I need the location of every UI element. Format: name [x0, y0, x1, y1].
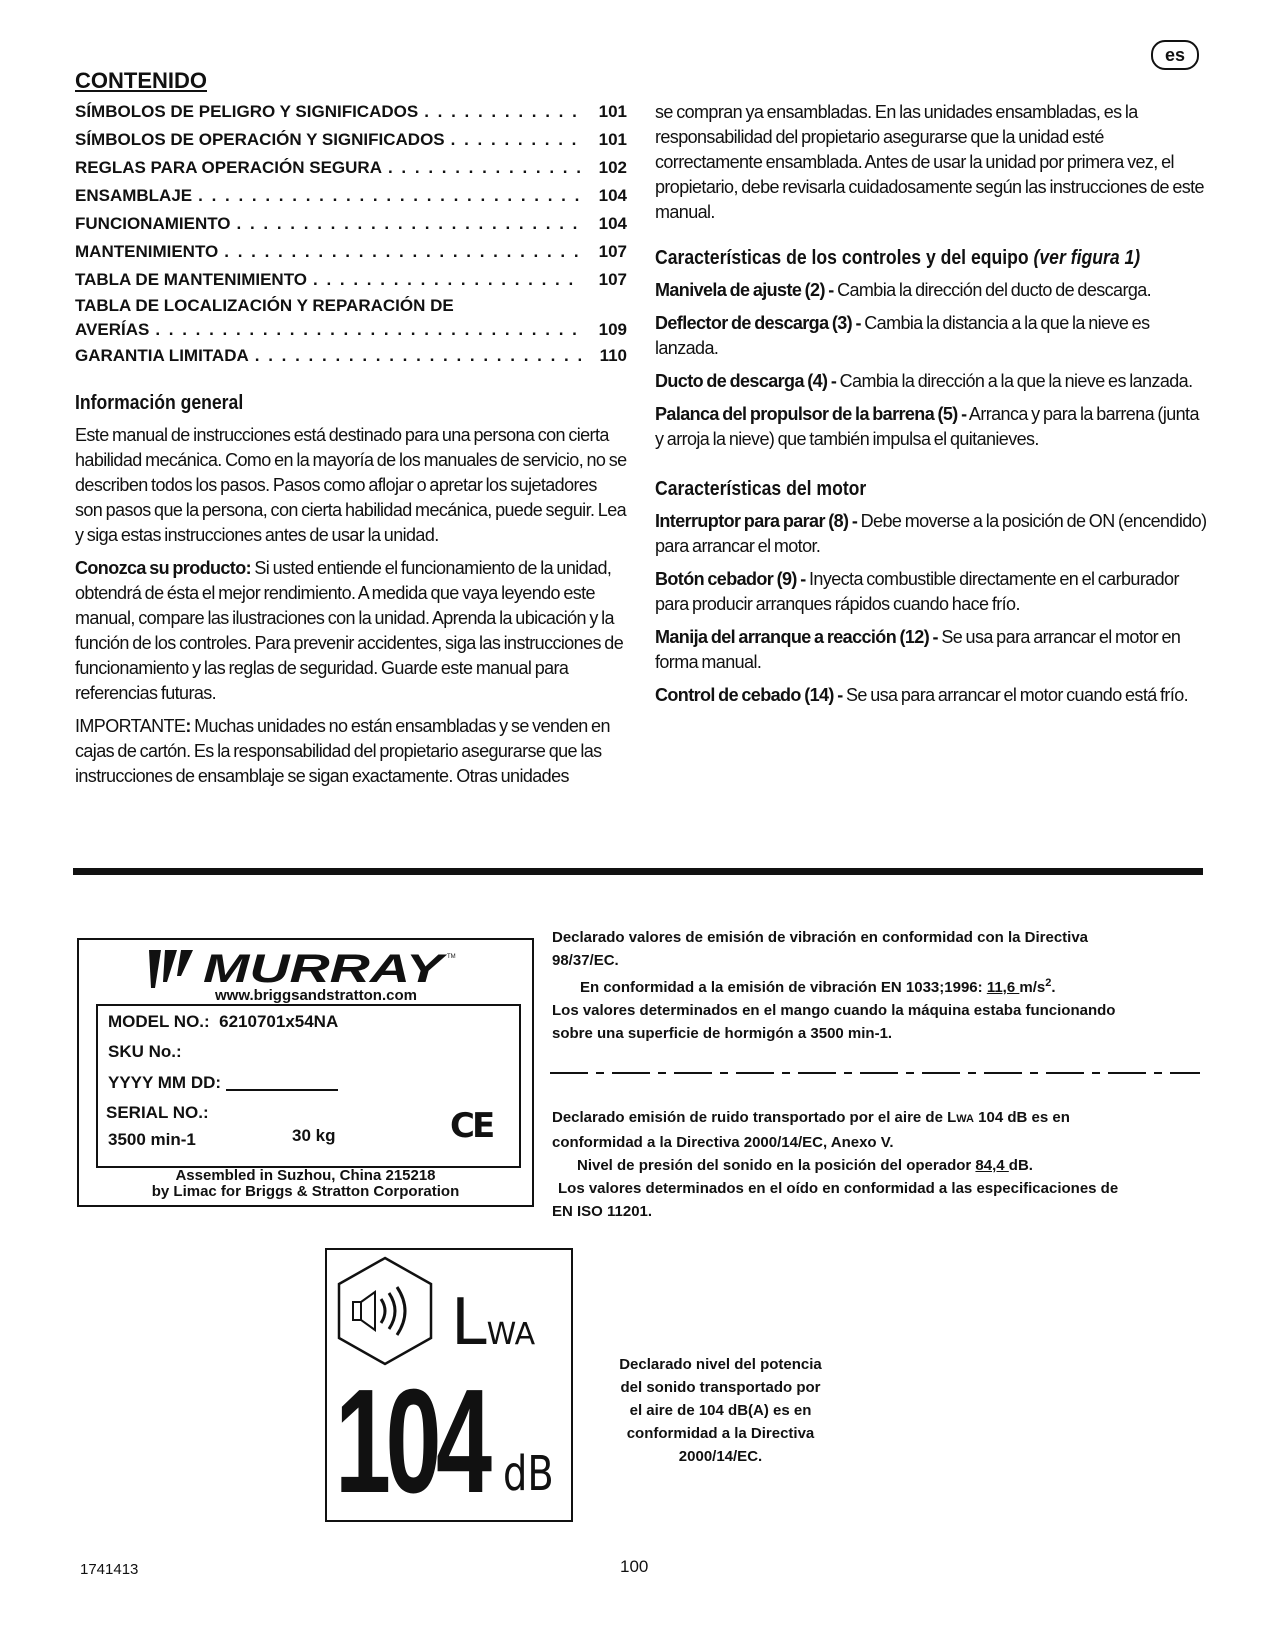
engine-item: [655, 625, 1210, 675]
page-number: 100: [620, 1557, 649, 1576]
engine-desc: Se usa para arrancar el motor cuando está frío.: [846, 685, 1189, 705]
document-code: 1741413: [80, 1561, 139, 1578]
toc-entry-label: TABLA DE MANTENIMIENTO: [75, 270, 308, 289]
toc-entry-page: 107: [598, 242, 627, 261]
toc-entry[interactable]: [75, 98, 627, 126]
date-row: [108, 1073, 338, 1093]
know-product-text: Si usted entiende el funcionamiento de la unidad, obtendrá de ésta el mejor rendimiento. A medida que vaya leyendo este manual, compare las ilustraciones con la unidad. Aprenda la ubicación y la función de los controles. Para prevenir accidentes, siga las instrucciones de funcionamiento y las reglas de seguridad. Guarde este manual para referencias futuras.: [75, 558, 624, 703]
trademark: TM: [447, 954, 456, 960]
rpm-value: 3500 min-1: [108, 1130, 196, 1149]
engine-desc: Se usa para arrancar el motor en forma manual.: [655, 627, 1181, 672]
sound-power-note-line: del sonido transportado por: [620, 1379, 821, 1396]
lwa-unit: dB: [503, 1446, 554, 1502]
assembly-line-1: Assembled in Suzhou, China 215218: [175, 1167, 436, 1184]
toc-entry[interactable]: [75, 210, 627, 238]
control-term: Deflector de descarga (3) -: [655, 313, 861, 333]
control-desc: Cambia la dirección del ducto de descarga.: [837, 280, 1152, 300]
sound-power-note-line: 2000/14/EC.: [678, 1448, 763, 1465]
toc-entry[interactable]: [75, 238, 627, 266]
noise-value-line: [552, 1154, 1202, 1177]
engine-item: [655, 509, 1210, 559]
weight-value: 30 kg: [292, 1126, 336, 1145]
toc-entry-label: REGLAS PARA OPERACIÓN SEGURA: [75, 158, 382, 177]
sound-power-note-line: Declarado nivel del potencia: [619, 1356, 822, 1373]
control-item: [655, 369, 1210, 394]
toc-entry-label: GARANTIA LIMITADA: [75, 346, 249, 365]
noise-line: [552, 1106, 1202, 1131]
engine-item: [655, 567, 1210, 617]
serial-label: SERIAL NO.:: [106, 1103, 209, 1122]
sound-power-note-line: el aire de 104 dB(A) es en: [629, 1402, 812, 1419]
brand-url: www.briggsandstratton.com: [215, 987, 417, 1004]
toc-entry[interactable]: [75, 154, 627, 182]
right-column: [655, 100, 1210, 716]
toc-entry-label: AVERÍAS: [75, 320, 150, 339]
date-label: YYYY MM DD:: [108, 1073, 222, 1092]
toc-title: CONTENIDO: [75, 68, 207, 93]
engine-term: Control de cebado (14) -: [655, 685, 843, 705]
model-value: 6210701x54NA: [219, 1012, 339, 1031]
noise-value: 84,4: [975, 1157, 1009, 1174]
control-item: [655, 311, 1210, 361]
model-row: [108, 1012, 338, 1032]
noise-text: 104 dB es en: [974, 1109, 1070, 1126]
toc-entry[interactable]: [75, 126, 627, 154]
ce-mark-icon: CE: [450, 1106, 493, 1146]
murray-logo-icon: [145, 948, 465, 990]
noise-line: conformidad a la Directiva 2000/14/EC, Anexo V.: [552, 1134, 894, 1151]
vibration-value: 11,6: [986, 979, 1020, 996]
sound-power-note-line: conformidad a la Directiva: [626, 1425, 815, 1442]
toc-entry-page: 101: [598, 102, 627, 121]
noise-text: Declarado emisión de ruido transportado por el aire de L: [552, 1109, 957, 1126]
vibration-line: sobre una superficie de hormigón a 3500 min-1.: [552, 1025, 893, 1042]
sku-label: SKU No.:: [108, 1042, 182, 1061]
toc-entry-page: 109: [598, 320, 627, 339]
controls-heading-text: Características de los controles y del equipo: [655, 247, 1029, 269]
toc-entry[interactable]: [75, 182, 627, 210]
toc-entry-label: SÍMBOLOS DE PELIGRO Y SIGNIFICADOS: [75, 102, 419, 121]
lwa-letter-l: L: [451, 1286, 487, 1360]
sound-power-label: [325, 1248, 573, 1522]
control-term: Manivela de ajuste (2) -: [655, 280, 834, 300]
engine-term: Botón cebador (9) -: [655, 569, 806, 589]
toc-entry-page: 104: [598, 186, 627, 205]
engine-heading: Características del motor: [655, 478, 867, 500]
know-product-lead: Conozca su producto:: [75, 558, 251, 578]
engine-term: Interruptor para parar (8) -: [655, 511, 858, 531]
general-info-paragraph: Este manual de instrucciones está destinado para una persona con cierta habilidad mecánica. Como en la mayoría de los manuales de servicio, no se describen todos los pasos. Pasos como aflojar o apretar los sujetadores son pasos que la persona, con cierta habilidad mecánica, puede seguir. Lea y siga estas instrucciones antes de usar la unidad.: [75, 425, 627, 545]
toc-entry-label: SÍMBOLOS DE OPERACIÓN Y SIGNIFICADOS: [75, 130, 445, 149]
brand-name: MURRAY: [203, 948, 448, 990]
noise-line: Los valores determinados en el oído en conformidad a las especificaciones de: [558, 1180, 1119, 1197]
toc-entry-label: FUNCIONAMIENTO: [75, 214, 231, 233]
language-badge: es: [1151, 40, 1199, 70]
vibration-value-label: En conformidad a la emisión de vibración EN 1033;1996:: [580, 979, 987, 996]
plate-inner-box: [96, 1004, 521, 1168]
engine-desc: Inyecta combustible directamente en el carburador para producir arranques rápidos cuando hace frío.: [655, 569, 1179, 614]
date-blank: [226, 1089, 338, 1091]
noise-unit: dB.: [1008, 1157, 1033, 1174]
vibration-line: Los valores determinados en el mango cuando la máquina estaba funcionando: [552, 1002, 1116, 1019]
toc-entry[interactable]: [75, 266, 627, 294]
dashed-divider: [550, 1071, 1200, 1075]
vibration-period: .: [1051, 979, 1056, 996]
lwa-symbol: [451, 1286, 535, 1360]
control-term: Ducto de descarga (4) -: [655, 371, 837, 391]
assembly-line-2: by Limac for Briggs & Stratton Corporation: [151, 1183, 460, 1200]
noise-value-label: Nivel de presión del sonido en la posición del operador: [577, 1157, 976, 1174]
vibration-declaration: [552, 926, 1202, 1045]
noise-subscript: WA: [956, 1113, 974, 1125]
general-info-heading: Información general: [75, 392, 244, 414]
model-label: MODEL NO.:: [108, 1012, 210, 1031]
vibration-unit-exponent: 2: [1045, 977, 1052, 989]
toc-entry-page: 102: [598, 158, 627, 177]
engine-term: Manija del arranque a reacción (12) -: [655, 627, 938, 647]
sound-power-note: [592, 1353, 849, 1468]
important-continuation: se compran ya ensambladas. En las unidades ensambladas, es la responsabilidad del propietario asegurarse que la unidad esté correctamente ensamblada. Antes de usar la unidad por primera vez, el propietario, debe revisarla cuidadosamente según las instrucciones de este manual.: [655, 102, 1204, 222]
figure-reference[interactable]: (ver figura 1): [1033, 247, 1141, 269]
control-desc: Arranca y para la barrena (junta y arroja la nieve) que también impulsa el quitanieves.: [655, 404, 1199, 449]
important-colon: :: [185, 716, 191, 736]
rating-plate: [77, 938, 534, 1207]
important-text: Muchas unidades no están ensambladas y se venden en cajas de cartón. Es la responsabilidad del propietario asegurarse que las instrucciones de ensamblaje se sigan exactamente. Otras unidades: [75, 716, 610, 786]
toc-entry[interactable]: [75, 318, 627, 342]
table-of-contents: [75, 98, 627, 370]
control-term: Palanca del propulsor de la barrena (5) -: [655, 404, 967, 424]
toc-entry[interactable]: [75, 342, 627, 370]
toc-entry-multiline[interactable]: TABLA DE LOCALIZACIÓN Y REPARACIÓN DE: [75, 296, 454, 315]
know-product-paragraph: [75, 556, 627, 706]
engine-desc: Debe moverse a la posición de ON (encendido) para arrancar el motor.: [655, 511, 1207, 556]
toc-entry-page: 110: [599, 346, 627, 365]
control-item: [655, 278, 1210, 303]
section-divider: [73, 868, 1203, 875]
lwa-subscript: WA: [486, 1317, 536, 1352]
engine-item: [655, 683, 1210, 708]
controls-heading: [655, 247, 1143, 270]
speaker-icon: [335, 1256, 435, 1368]
noise-line: EN ISO 11201.: [552, 1203, 653, 1220]
control-desc: Cambia la dirección a la que la nieve es lanzada.: [839, 371, 1193, 391]
lwa-value: 104: [335, 1359, 487, 1524]
toc-entry-page: 104: [598, 214, 627, 233]
important-lead: IMPORTANTE: [75, 716, 186, 736]
important-paragraph: [75, 714, 627, 789]
toc-entry-label: ENSAMBLAJE: [75, 186, 193, 205]
left-column: [75, 68, 627, 797]
vibration-line: 98/37/EC.: [552, 952, 619, 969]
toc-entry-label: MANTENIMIENTO: [75, 242, 219, 261]
control-desc: Cambia la distancia a la que la nieve es lanzada.: [655, 313, 1150, 358]
vibration-line: Declarado valores de emisión de vibración en conformidad con la Directiva: [552, 929, 1089, 946]
vibration-unit: m/s: [1019, 979, 1046, 996]
noise-declaration: [552, 1106, 1202, 1223]
toc-entry-page: 107: [598, 270, 627, 289]
control-item: [655, 402, 1210, 452]
vibration-value-line: [552, 972, 1202, 999]
toc-entry-page: 101: [598, 130, 627, 149]
